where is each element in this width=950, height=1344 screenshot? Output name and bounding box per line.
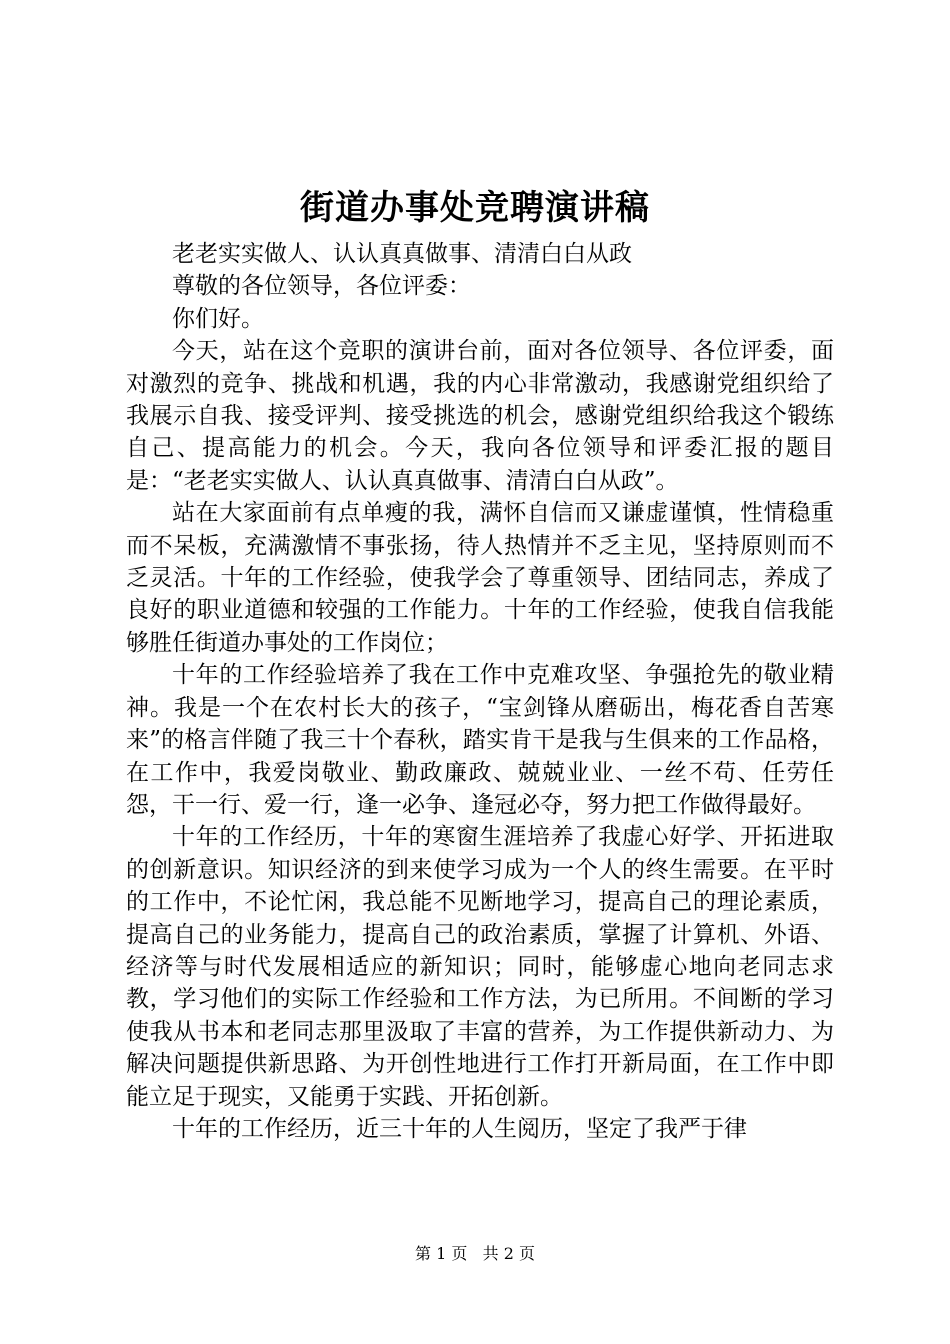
paragraph-learning: 十年的工作经历，十年的寒窗生涯培养了我虚心好学、开拓进取的创新意识。知识经济的到来使学习成为一个人的终生需要。在平时的工作中，不论忙闲，我总能不见断地学习，提高自己的理论素质，提高自己的业务能力，提高自己的政治素质，掌握了计算机、外语、经济等与时代发展相适应的新知识；同时，能够虚心地向老同志求教，学习他们的实际工作经验和工作方法，为已所用。不间断的学习使我从书本和老同志那里汲取了丰富的营养，为工作提供新动力、为解决问题提供新思路、为开创性地进行工作打开新局面，在工作中即能立足于现实，又能勇于实践、开拓创新。 [126, 824, 834, 1110]
page-footer [0, 1244, 950, 1264]
paragraph-continued: 十年的工作经历，近三十年的人生阅历，坚定了我严于律 [172, 1115, 747, 1142]
paragraph-subtitle: 老老实实做人、认认真真做事、清清白白从政 [172, 241, 632, 267]
paragraph-self-description: 站在大家面前有点单瘦的我，满怀自信而又谦虚谨慎，性情稳重而不呆板，充满激情不事张扬，待人热情并不乏主见，坚持原则而不乏灵活。十年的工作经验，使我学会了尊重领导、团结同志，养成了良好的职业道德和较强的工作能力。十年的工作经验，使我自信我能够胜任街道办事处的工作岗位； [126, 500, 834, 656]
paragraph-greeting: 你们好。 [172, 305, 264, 332]
document-body [126, 238, 834, 1145]
paragraph-work-spirit: 十年的工作经验培养了我在工作中克难攻坚、争强抢先的敬业精神。我是一个在农村长大的孩子，“宝剑锋从磨砺出，梅花香自苦寒来”的格言伴随了我三十个春秋，踏实肯干是我与生俱来的工作品格，在工作中，我爱岗敬业、勤政廉政、兢兢业业、一丝不苟、任劳任怨，干一行、爱一行，逢一必争、逢冠必夺，努力把工作做得最好。 [126, 662, 834, 818]
page-number: 第 1 页 共 2 页 [415, 1244, 535, 1263]
document-title: 街道办事处竞聘演讲稿 [300, 188, 650, 228]
paragraph-salutation: 尊敬的各位领导，各位评委： [172, 273, 471, 300]
paragraph-intro: 今天，站在这个竞职的演讲台前，面对各位领导、各位评委，面对激烈的竞争、挑战和机遇，我的内心非常激动，我感谢党组织给了我展示自我、接受评判、接受挑选的机会，感谢党组织给我这个锻练自己、提高能力的机会。今天，我向各位领导和评委汇报的题目是：“老老实实做人、认认真真做事、清清白白从政”。 [126, 338, 834, 494]
